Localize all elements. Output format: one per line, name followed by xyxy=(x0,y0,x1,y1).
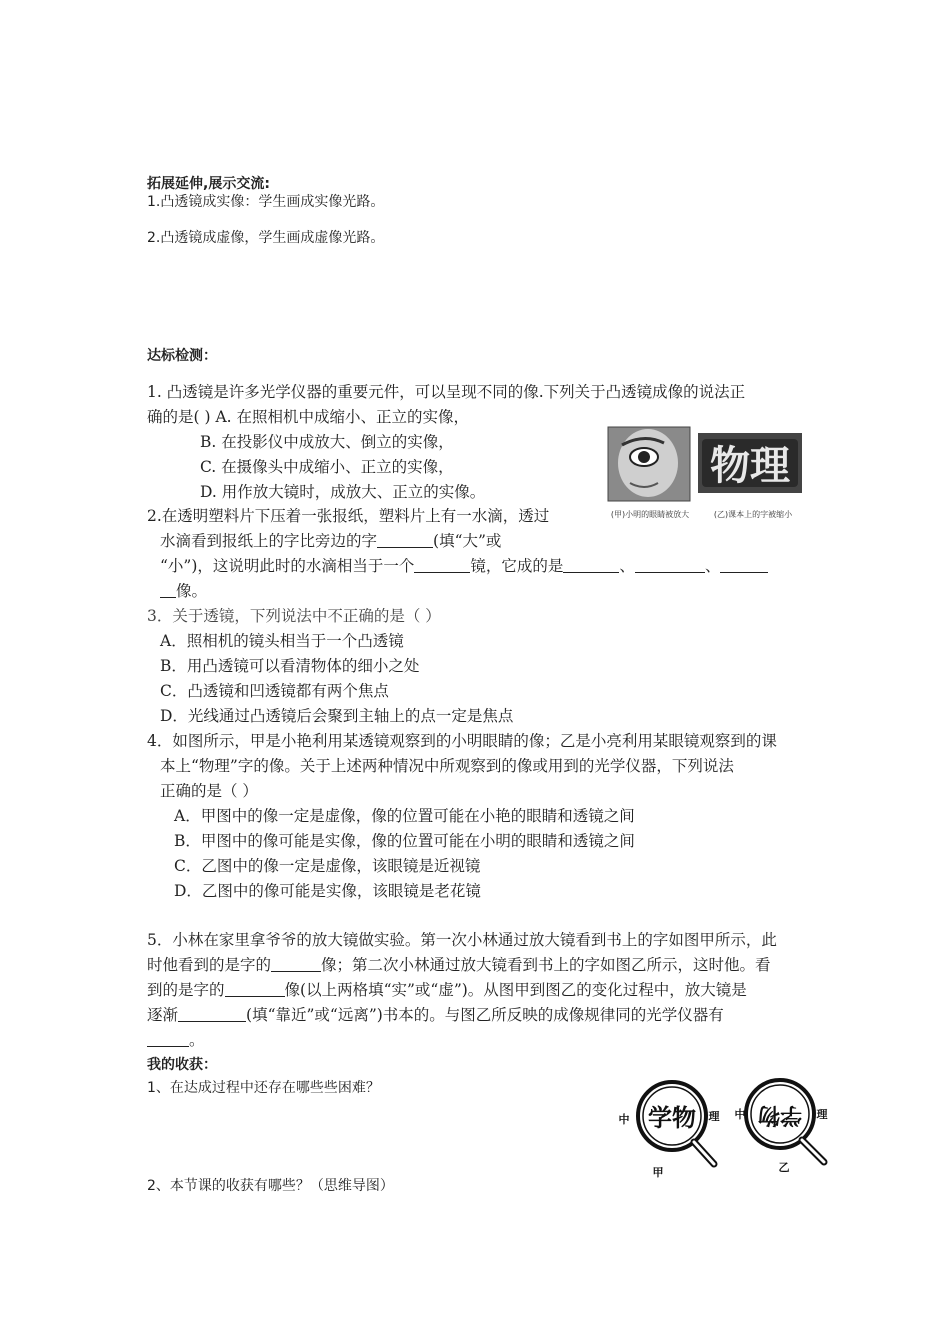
q4-option-d: D．乙图中的像可能是实像，该眼镜是老花镜 xyxy=(174,882,481,900)
q2-line2 xyxy=(160,531,501,551)
eye-figure-caption-right: (乙)课本上的字被缩小 xyxy=(713,510,793,519)
q2-blank-size[interactable] xyxy=(377,533,433,548)
magnifier-right-outer-l: 中 xyxy=(734,1108,746,1121)
q3-option-b: B．用凸透镜可以看清物体的细小之处 xyxy=(160,657,420,675)
q2-blank-image-3[interactable] xyxy=(720,558,768,573)
q2-blank-image-1[interactable] xyxy=(563,558,619,573)
extend-item-2: 2.凸透镜成虚像，学生画成虚像光路。 xyxy=(147,230,385,246)
q5-line5-text: 。 xyxy=(189,1031,205,1049)
magnifier-left-inner: 学物 xyxy=(648,1104,696,1132)
q4-option-b: B．甲图中的像可能是实像，像的位置可能在小明的眼睛和透镜之间 xyxy=(174,832,635,850)
eye-figure-word: 物理 xyxy=(710,443,790,489)
q3-option-a: A．照相机的镜头相当于一个凸透镜 xyxy=(160,632,404,650)
q5-line2-text-a: 时他看到的是字的 xyxy=(147,956,272,974)
q4-option-a: A．甲图中的像一定是虚像，像的位置可能在小艳的眼睛和透镜之间 xyxy=(174,807,635,825)
q1-option-d: D. 用作放大镜时，成放大、正立的实像。 xyxy=(200,483,486,501)
q2-blank-lens[interactable] xyxy=(414,558,470,573)
q4-option-c: C．乙图中的像一定是虚像，该眼镜是近视镜 xyxy=(174,857,481,875)
eye-word-figure xyxy=(600,425,806,522)
q2-blank-image-2[interactable] xyxy=(635,558,705,573)
magnifier-right-outer-r: 理 xyxy=(816,1108,828,1121)
q2-line4 xyxy=(160,581,207,601)
q5-line4-text-b: (填“靠近”或“远离”)书本的。与图乙所反映的成像规律同的光学仪器有 xyxy=(246,1006,724,1024)
q1-line2: 确的是( ) A. 在照相机中成缩小、正立的实像， xyxy=(147,408,469,426)
q5-line5 xyxy=(147,1030,205,1050)
q5-line4 xyxy=(147,1005,724,1025)
harvest-item-1: 1、在达成过程中还存在哪些些困难？ xyxy=(147,1080,380,1096)
q1-line1: 1. 凸透镜是许多光学仪器的重要元件，可以呈现不同的像.下列关于凸透镜成像的说法正 xyxy=(147,383,746,401)
extend-heading: 拓展延伸,展示交流: xyxy=(147,176,270,192)
q5-line2-text-b: 像；第二次小林通过放大镜看到书上的字如图乙所示，这时他。看 xyxy=(321,956,771,974)
q5-line3-text-a: 到的是字的 xyxy=(147,981,225,999)
magnifier-figure xyxy=(610,1078,840,1184)
q3-option-d: D．光线通过凸透镜后会聚到主轴上的点一定是焦点 xyxy=(160,707,514,725)
q2-line3-text-b: 镜，它成的是 xyxy=(470,557,564,575)
q5-blank-2[interactable] xyxy=(225,982,285,997)
q2-line4-text: 像。 xyxy=(176,582,208,600)
q5-blank-1[interactable] xyxy=(271,957,321,972)
q2-blank-image-3-cont[interactable] xyxy=(160,583,176,598)
harvest-item-2: 2、本节课的收获有哪些？（思维导图） xyxy=(147,1178,394,1194)
q3-stem: 3．关于透镜，下列说法中不正确的是（ ） xyxy=(147,607,441,625)
q5-line1: 5．小林在家里拿爷爷的放大镜做实验。第一次小林通过放大镜看到书上的字如图甲所示，此 xyxy=(147,931,777,949)
q1-option-b: B. 在投影仪中成放大、倒立的实像， xyxy=(200,433,454,451)
q5-line2 xyxy=(147,955,771,975)
q3-option-c: C．凸透镜和凹透镜都有两个焦点 xyxy=(160,682,389,700)
q5-line3-text-b: 像(以上两格填“实”或“虚”)。从图甲到图乙的变化过程中，放大镜是 xyxy=(284,981,747,999)
q4-line1: 4．如图所示，甲是小艳利用某透镜观察到的小明眼睛的像；乙是小亮利用某眼镜观察到的课 xyxy=(147,732,777,750)
q5-blank-3[interactable] xyxy=(178,1007,246,1022)
q4-line3: 正确的是（ ） xyxy=(160,782,258,800)
q5-line3 xyxy=(147,980,747,1000)
q2-line3 xyxy=(160,556,768,576)
magnifier-left-outer-r: 理 xyxy=(708,1110,720,1123)
q2-line3-text-d: 、 xyxy=(704,557,721,575)
q1-option-c: C. 在摄像头中成缩小、正立的实像， xyxy=(200,458,454,476)
eye-figure-caption-left: (甲)小明的眼睛被放大 xyxy=(610,510,690,519)
extend-item-1: 1.凸透镜成实像：学生画成实像光路。 xyxy=(147,194,385,210)
q2-line1: 2.在透明塑料片下压着一张报纸，塑料片上有一水滴，透过 xyxy=(147,507,550,525)
q5-line4-text-a: 逐渐 xyxy=(147,1006,179,1024)
magnifier-left-outer-l: 中 xyxy=(618,1113,630,1126)
q2-line2-text-b: (填“大”或 xyxy=(433,532,502,550)
q2-line2-text-a: 水滴看到报纸上的字比旁边的字 xyxy=(160,532,378,550)
q5-blank-4[interactable] xyxy=(147,1032,189,1047)
q2-line3-text-a: “小”)，这说明此时的水滴相当于一个 xyxy=(160,557,415,575)
magnifier-right-inner: 学物 xyxy=(757,1102,803,1127)
check-heading: 达标检测： xyxy=(147,348,217,364)
q4-line2: 本上“物理”字的像。关于上述两种情况中所观察到的像或用到的光学仪器，下列说法 xyxy=(160,757,734,775)
q2-line3-text-c: 、 xyxy=(619,557,635,575)
magnifier-left-label: 甲 xyxy=(652,1166,664,1179)
harvest-heading: 我的收获： xyxy=(147,1057,217,1073)
magnifier-right-label: 乙 xyxy=(778,1161,790,1174)
